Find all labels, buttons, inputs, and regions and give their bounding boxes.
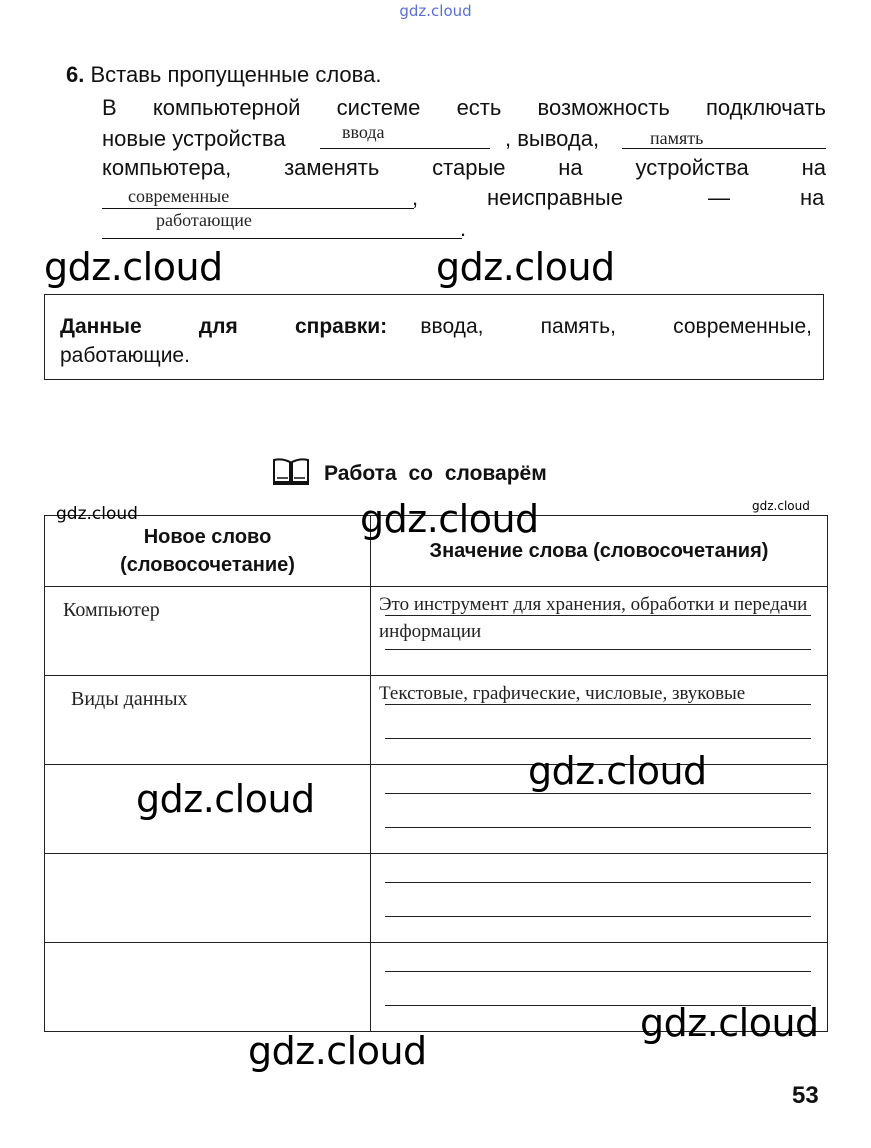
header-new-word: Новое слово (словосочетание) bbox=[45, 516, 371, 587]
page-number: 53 bbox=[792, 1082, 819, 1109]
word-cell[interactable] bbox=[45, 587, 371, 676]
word: старые bbox=[432, 155, 506, 180]
meaning-text: Это инструмент для хранения, обработки и передачи информации bbox=[379, 594, 808, 642]
exercise-line-1: В компьютерной системе есть возможность подключать bbox=[102, 95, 826, 120]
table-row bbox=[45, 854, 828, 943]
watermark: gdz.cloud bbox=[360, 497, 539, 541]
meaning-text: Текстовые, графические, числовые, звуковые bbox=[379, 683, 746, 704]
answer-blank-3[interactable] bbox=[102, 186, 414, 209]
watermark: gdz.cloud bbox=[56, 504, 138, 524]
word: компьютера, bbox=[102, 155, 232, 180]
reference-label: Данные для справки: bbox=[60, 315, 388, 338]
watermark: gdz.cloud bbox=[752, 499, 810, 513]
word-cell[interactable] bbox=[45, 854, 371, 943]
reference-words: ввода, память, современные, работающие. bbox=[60, 315, 812, 367]
reference-text bbox=[60, 312, 812, 370]
answer-line bbox=[385, 738, 811, 739]
watermark: gdz.cloud bbox=[248, 1029, 427, 1073]
watermark: gdz.cloud bbox=[136, 777, 315, 821]
exercise-line-4-comma: , bbox=[412, 185, 419, 210]
watermark: gdz.cloud bbox=[436, 245, 615, 289]
answer-line bbox=[385, 793, 811, 794]
answer-line bbox=[385, 649, 811, 650]
exercise-line-4-dash: — bbox=[708, 185, 730, 210]
word-cell[interactable] bbox=[45, 943, 371, 1032]
watermark: gdz.cloud bbox=[528, 749, 707, 793]
watermark: gdz.cloud bbox=[44, 245, 223, 289]
table-row bbox=[45, 676, 828, 765]
answer-line bbox=[385, 615, 811, 616]
meaning-cell[interactable] bbox=[371, 587, 828, 676]
exercise-line-3 bbox=[102, 153, 826, 183]
word: на bbox=[558, 155, 583, 180]
exercise-line-4-word: неисправные bbox=[487, 185, 623, 210]
answer-4: работающие bbox=[156, 210, 252, 230]
word-text: Виды данных bbox=[71, 688, 188, 710]
answer-line bbox=[385, 882, 811, 883]
dictionary-heading bbox=[272, 456, 547, 492]
answer-2: память bbox=[650, 128, 704, 148]
exercise-line-2a: новые устройства bbox=[102, 126, 286, 151]
answer-3: современные bbox=[128, 186, 230, 206]
answer-line bbox=[385, 704, 811, 705]
exercise-line-2b: , вывода, bbox=[505, 126, 600, 151]
word: заменять bbox=[284, 155, 380, 180]
answer-blank-2[interactable] bbox=[622, 126, 826, 149]
header-meaning: Значение слова (словосочетания) bbox=[371, 516, 828, 587]
word-text: Компьютер bbox=[63, 599, 160, 621]
exercise-heading bbox=[66, 60, 381, 90]
watermark: gdz.cloud bbox=[640, 1001, 819, 1045]
exercise-number: 6. bbox=[66, 62, 85, 87]
exercise-instruction: Вставь пропущенные слова. bbox=[90, 62, 382, 87]
open-book-icon bbox=[272, 456, 310, 492]
table-row bbox=[45, 587, 828, 676]
dictionary-title: Работа со словарём bbox=[324, 462, 547, 485]
word: на bbox=[801, 155, 826, 180]
answer-line bbox=[385, 827, 811, 828]
answer-blank-1[interactable] bbox=[320, 122, 490, 149]
watermark-top: gdz.cloud bbox=[399, 2, 472, 20]
word-cell[interactable] bbox=[45, 676, 371, 765]
word: устройства bbox=[635, 155, 749, 180]
dictionary-table bbox=[44, 515, 828, 1032]
answer-1: ввода bbox=[342, 122, 385, 142]
answer-line bbox=[385, 971, 811, 972]
exercise-line-4-na: на bbox=[800, 185, 825, 210]
exercise-line-5-period: . bbox=[460, 216, 467, 241]
answer-line bbox=[385, 916, 811, 917]
answer-blank-4[interactable] bbox=[102, 210, 462, 239]
meaning-cell[interactable] bbox=[371, 854, 828, 943]
